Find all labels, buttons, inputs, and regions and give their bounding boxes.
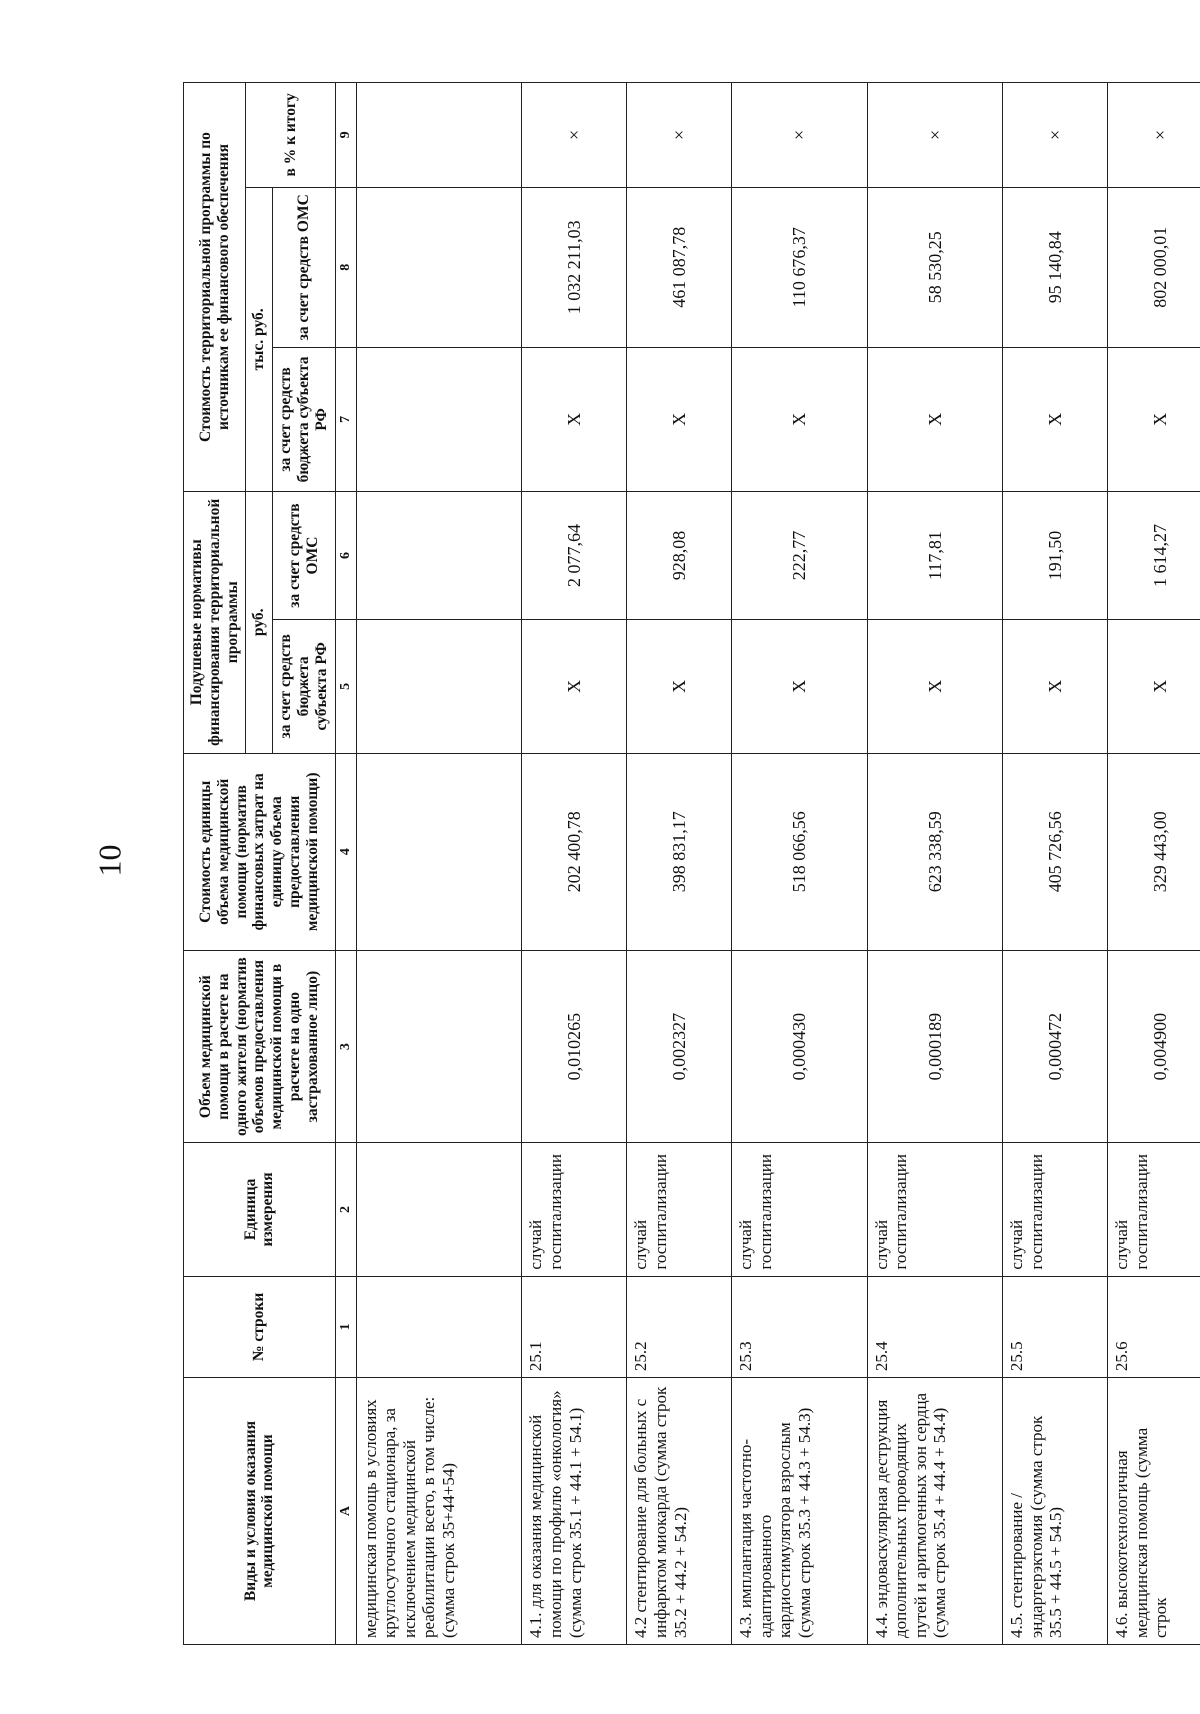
cell-percent: × (522, 83, 627, 188)
cell-percent: × (627, 83, 732, 188)
cell-unit-cost: 398 831,17 (627, 753, 732, 951)
cell-percent (356, 83, 522, 188)
cell-budget-7: Х (627, 347, 732, 491)
table-body (356, 83, 1200, 1645)
cell-row-number (356, 1276, 522, 1377)
cell-unit-cost: 405 726,56 (1003, 753, 1108, 951)
cell-volume: 0,000430 (732, 951, 867, 1143)
header-budget-5: за счет средств бюджета субъекта РФ (273, 620, 335, 753)
table-row (1107, 83, 1200, 1645)
cell-budget-5 (356, 620, 522, 753)
cell-budget-7 (356, 347, 522, 491)
cell-budget-5: Х (1107, 620, 1200, 753)
index-cell: 2 (335, 1143, 356, 1276)
header-row-number: № строки (184, 1276, 336, 1377)
cell-budget-7: Х (867, 347, 1002, 491)
cell-volume: 0,002327 (627, 951, 732, 1143)
header-thousand-rub: тыс. руб. (246, 187, 273, 491)
cell-oms-8 (356, 187, 522, 347)
cell-unit (356, 1143, 522, 1276)
cell-row-number: 25.3 (732, 1276, 867, 1377)
cell-oms-6: 222,77 (732, 491, 867, 619)
cell-unit-cost: 329 443,00 (1107, 753, 1200, 951)
header-percent: в % к итогу (246, 83, 335, 188)
cell-kind: медицинская помощь в условиях круглосуточного стационара, за исключением медицинской реабилитации всего, в том числе: (сумма строк 35+44+54) (356, 1378, 522, 1645)
header-budget-7: за счет средств бюджета субъекта РФ (273, 347, 335, 491)
cell-row-number: 25.5 (1003, 1276, 1108, 1377)
cell-percent: × (867, 83, 1002, 188)
index-cell: 9 (335, 83, 356, 188)
cell-kind: 4.4. эндоваскулярная деструкция дополнительных проводящих путей и аритмогенных зон сердца (сумма строк 35.4 + 44.4 + 54.4) (867, 1378, 1002, 1645)
cell-budget-5: Х (522, 620, 627, 753)
cell-unit-cost (356, 753, 522, 951)
cell-unit-cost: 623 338,59 (867, 753, 1002, 951)
cell-volume (356, 951, 522, 1143)
cell-budget-7: Х (1003, 347, 1108, 491)
cell-oms-8: 110 676,37 (732, 187, 867, 347)
cell-percent: × (1003, 83, 1108, 188)
header-total-cost: Стоимость территориальной программы по источникам ее финансового обеспечения (184, 83, 246, 492)
table-row (1003, 83, 1108, 1645)
cell-volume: 0,000189 (867, 951, 1002, 1143)
cell-budget-5: Х (732, 620, 867, 753)
cell-oms-6: 2 077,64 (522, 491, 627, 619)
header-unit: Единица измерения (184, 1143, 336, 1276)
cell-kind: 4.6. высокотехнологичная медицинская помощь (сумма строк (1107, 1378, 1200, 1645)
cell-unit: случай госпитализации (732, 1143, 867, 1276)
cell-row-number: 25.6 (1107, 1276, 1200, 1377)
cell-budget-5: Х (867, 620, 1002, 753)
index-cell: 8 (335, 187, 356, 347)
cell-oms-6: 191,50 (1003, 491, 1108, 619)
cell-unit: случай госпитализации (522, 1143, 627, 1276)
page-number: 10 (91, 844, 128, 877)
cell-unit-cost: 518 066,56 (732, 753, 867, 951)
cell-row-number: 25.1 (522, 1276, 627, 1377)
cell-oms-8: 95 140,84 (1003, 187, 1108, 347)
cell-budget-5: Х (627, 620, 732, 753)
cell-oms-8: 58 530,25 (867, 187, 1002, 347)
table-row (867, 83, 1002, 1645)
header-rub: руб. (246, 491, 273, 753)
cell-kind: 4.5. стентирование / эндартерэктомия (сумма строк 35.5 + 44.5 + 54.5) (1003, 1378, 1108, 1645)
header-per-capita-norms: Подушевые нормативы финансирования территориальной программы (184, 491, 246, 753)
index-cell: А (335, 1378, 356, 1645)
cell-percent: × (1107, 83, 1200, 188)
cell-volume: 0,010265 (522, 951, 627, 1143)
table-row (356, 83, 522, 1645)
table-row (627, 83, 732, 1645)
cell-budget-7: Х (522, 347, 627, 491)
cell-oms-6: 928,08 (627, 491, 732, 619)
index-cell: 5 (335, 620, 356, 753)
cell-row-number: 25.4 (867, 1276, 1002, 1377)
cell-unit: случай госпитализации (1003, 1143, 1108, 1276)
header-volume: Объем медицинской помощи в расчете на одного жителя (норматив объемов предоставления медицинской помощи в расчете на одно застрахованное лицо) (184, 951, 336, 1143)
cell-budget-7: Х (732, 347, 867, 491)
cell-unit: случай госпитализации (627, 1143, 732, 1276)
financing-table (183, 82, 1200, 1645)
cell-oms-8: 802 000,01 (1107, 187, 1200, 347)
cell-budget-5: Х (1003, 620, 1108, 753)
cell-row-number: 25.2 (627, 1276, 732, 1377)
header-oms-8: за счет средств ОМС (273, 187, 335, 347)
cell-unit-cost: 202 400,78 (522, 753, 627, 951)
cell-oms-6: 1 614,27 (1107, 491, 1200, 619)
index-cell: 1 (335, 1276, 356, 1377)
index-cell: 6 (335, 491, 356, 619)
cell-percent: × (732, 83, 867, 188)
cell-unit: случай госпитализации (867, 1143, 1002, 1276)
table-row (522, 83, 627, 1645)
table-header (184, 83, 357, 1645)
cell-oms-8: 1 032 211,03 (522, 187, 627, 347)
cell-oms-6 (356, 491, 522, 619)
header-kind: Виды и условия оказания медицинской помощи (184, 1378, 336, 1645)
cell-volume: 0,004900 (1107, 951, 1200, 1143)
header-oms-6: за счет средств ОМС (273, 491, 335, 619)
index-cell: 7 (335, 347, 356, 491)
cell-kind: 4.3. имплантация частотно-адаптированного кардиостимулятора взрослым (сумма строк 35.3 + 44.3 + 54.3) (732, 1378, 867, 1645)
header-unit-cost: Стоимость единицы объема медицинской помощи (норматив финансовых затрат на единицу объема предоставления медицинской помощи) (184, 753, 336, 951)
cell-volume: 0,000472 (1003, 951, 1108, 1143)
cell-oms-8: 461 087,78 (627, 187, 732, 347)
cell-kind: 4.1. для оказания медицинской помощи по профилю «онкология» (сумма строк 35.1 + 44.1 + 54.1) (522, 1378, 627, 1645)
table-row (732, 83, 867, 1645)
index-cell: 4 (335, 753, 356, 951)
column-index-row (335, 83, 356, 1645)
rotated-table-wrapper (183, 82, 1200, 1645)
index-cell: 3 (335, 951, 356, 1143)
cell-kind: 4.2 стентирование для больных с инфарктом миокарда (сумма строк 35.2 + 44.2 + 54.2) (627, 1378, 732, 1645)
cell-unit: случай госпитализации (1107, 1143, 1200, 1276)
cell-oms-6: 117,81 (867, 491, 1002, 619)
cell-budget-7: Х (1107, 347, 1200, 491)
